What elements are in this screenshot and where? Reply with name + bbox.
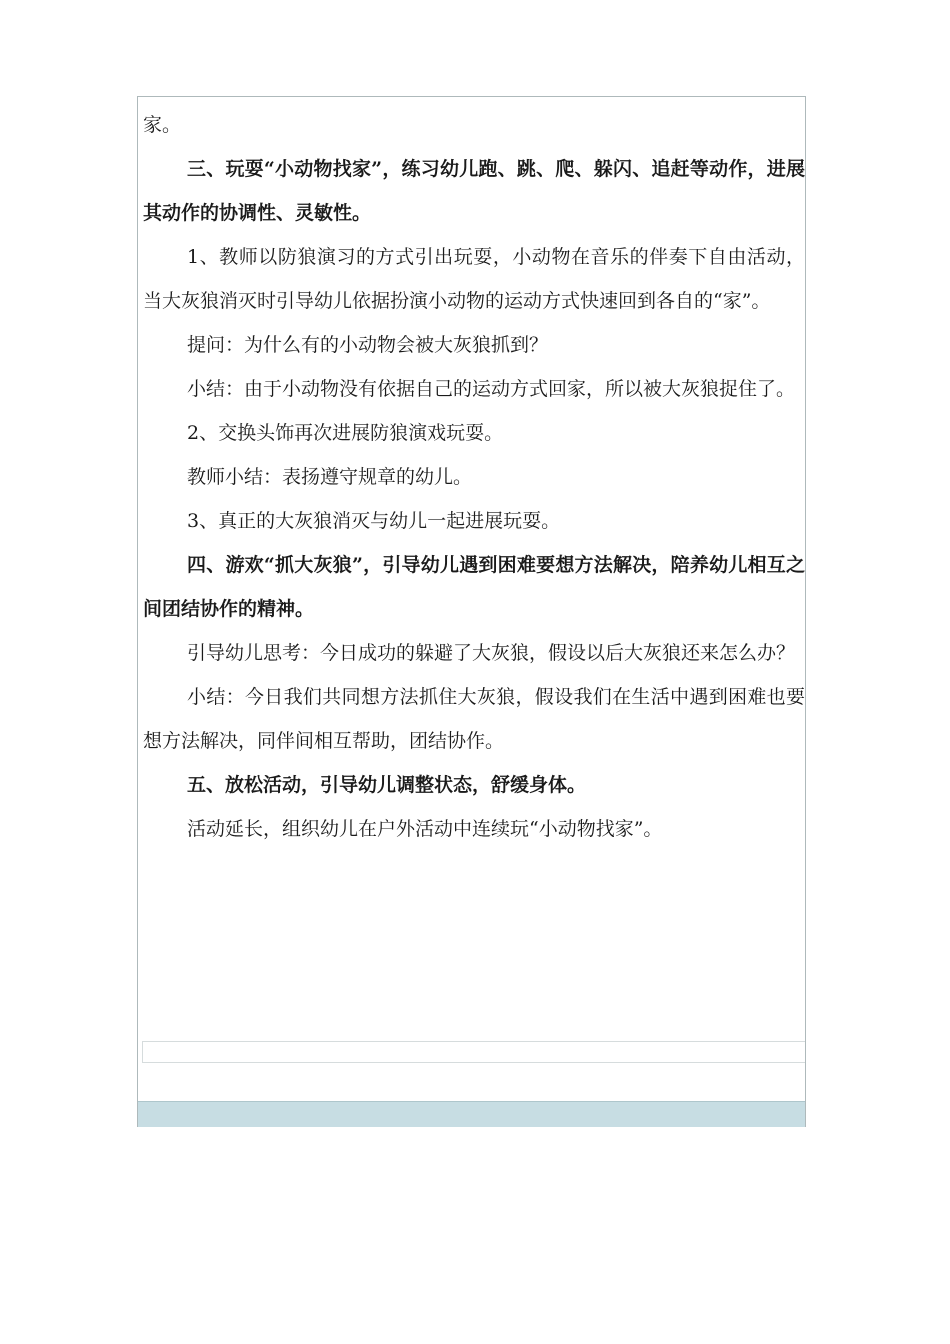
footer-band (138, 1101, 805, 1127)
document-frame (137, 96, 806, 1127)
table-rule-top (142, 1041, 805, 1042)
table-rule-left (142, 1041, 143, 1062)
section-heading-five: 五、放松活动，引导幼儿调整状态，舒缓身体。 (187, 774, 587, 796)
section-heading-three: 三、玩耍“小动物找家”，练习幼儿跑、跳、爬、躲闪、追赶等动作，进展其动作的协调性、灵敏性。 (143, 158, 805, 224)
paragraph-step-3: 3、真正的大灰狼消灭与幼儿一起进展玩耍。 (187, 510, 561, 532)
paragraph-guide-thinking: 引导幼儿思考：今日成功的躲避了大灰狼，假设以后大灰狼还来怎么办？ (187, 642, 796, 664)
paragraph-summary-1: 小结：由于小动物没有依据自己的运动方式回家，所以被大灰狼捉住了。 (187, 378, 796, 400)
paragraph-continuation: 家。 (143, 114, 182, 136)
paragraph-step-1: 1、教师以防狼演习的方式引出玩耍，小动物在音乐的伴奏下自由活动，当大灰狼消灭时引导幼儿依据扮演小动物的运动方式快速回到各自的“家”。 (143, 246, 805, 312)
section-heading-four: 四、游欢“抓大灰狼”，引导幼儿遇到困难要想方法解决，陪养幼儿相互之间团结协作的精神。 (143, 554, 805, 620)
paragraph-summary-2: 小结：今日我们共同想方法抓住大灰狼，假设我们在生活中遇到困难也要想方法解决，同伴间相互帮助，团结协作。 (143, 686, 805, 752)
document-body (143, 103, 805, 851)
paragraph-step-2: 2、交换头饰再次进展防狼演戏玩耍。 (187, 422, 504, 444)
paragraph-extension: 活动延长，组织幼儿在户外活动中连续玩“小动物找家”。 (187, 818, 663, 840)
paragraph-question: 提问：为什么有的小动物会被大灰狼抓到？ (187, 334, 549, 356)
table-rule-bottom (142, 1062, 805, 1063)
paragraph-teacher-summary: 教师小结：表扬遵守规章的幼儿。 (187, 466, 473, 488)
